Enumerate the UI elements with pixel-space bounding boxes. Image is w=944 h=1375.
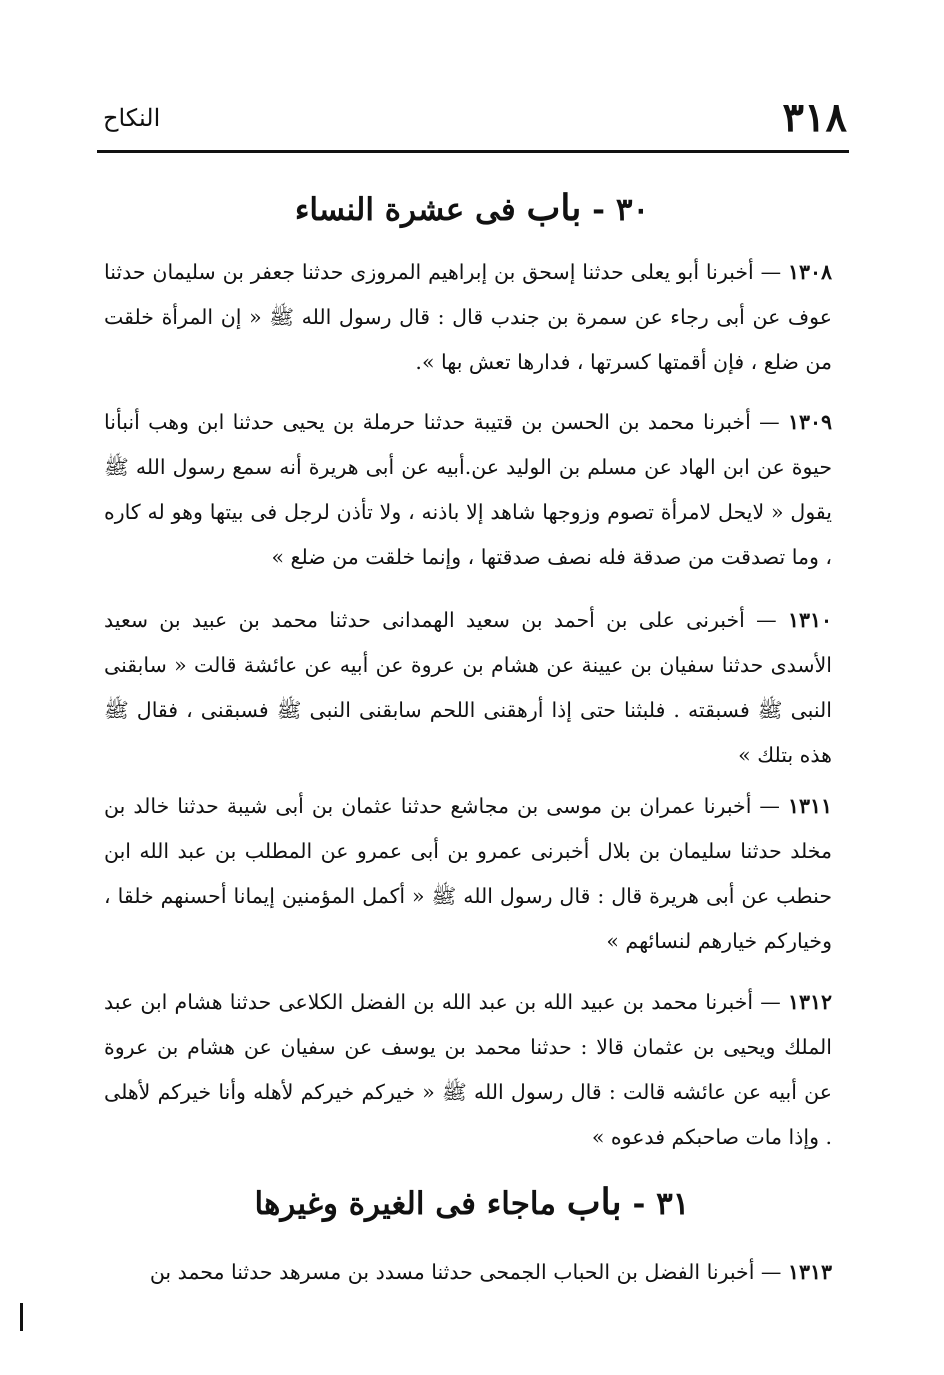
chapter-title: ماجاء فى الغيرة وغيرها (254, 1186, 556, 1222)
hadith-text: — أخبرنا محمد بن الحسن بن قتيبة حدثنا حرملة بن يحيى حدثنا ابن وهب أنبأنا حيوة عن ابن الهاد عن مسلم بن الوليد عن.أبيه عن أبى هريرة أنه سمع رسول الله ﷺ يقول « لايحل لامرأة تصوم وزوجها شاهد إلا باذنه ، ولا تأذن لرجل فى بيتها وهو له كاره ، وما تصدقت من صدقة فله نصف صدقتها ، وإنما خلقت من ضلع » (104, 410, 832, 569)
hadith-paragraph (104, 784, 832, 964)
hadith-text: — أخبرنا الفضل بن الحباب الجمحى حدثنا مسدد بن مسرهد حدثنا محمد بن (149, 1260, 782, 1284)
hadith-text: — أخبرنا محمد بن عبيد الله بن عبد الله بن الفضل الكلاعى حدثنا هشام ابن عبد الملك ويحيى بن عثمان قالا : حدثنا محمد بن يوسف عن سفيان عن هشام بن عروة عن أبيه عن عائشه قالت : قال رسول الله ﷺ « خيركم خيركم لأهله وأنا خيركم لأهلى . وإذا مات صاحبكم فدعوه » (104, 990, 832, 1149)
hadith-text: — أخبرنا عمران بن موسى بن مجاشع حدثنا عثمان بن أبى شيبة حدثنا خالد بن مخلد حدثنا سليمان بن بلال أخبرنى عمرو بن أبى عمرو عن المطلب بن عبد الله ابن حنطب عن أبى هريرة قال : قال رسول الله ﷺ « أكمل المؤمنين إيمانا أحسنهم خلقا ، وخياركم خيارهم لنسائهم » (104, 794, 832, 953)
hadith-text: — أخبرنى على بن أحمد بن سعيد الهمدانى حدثنا محمد بن عبيد بن سعيد الأسدى حدثنا سفيان بن عيينة عن هشام بن عروة عن أبيه عن عائشة قالت « سابقنى النبى ﷺ فسبقته . فلبثنا حتى إذا أرهقنى اللحم سابقنى النبى ﷺ فسبقنى ، فقال ﷺ هذه بتلك » (104, 608, 832, 767)
running-title: النكاح (103, 104, 161, 132)
hadith-number: ١٣١٢ (787, 990, 832, 1014)
hadith-number: ١٣٠٩ (787, 410, 832, 434)
chapter-heading-31 (100, 1180, 844, 1226)
hadith-number: ١٣١٣ (787, 1260, 832, 1284)
chapter-title: فى عشرة النساء (294, 192, 516, 228)
hadith-paragraph (104, 250, 832, 385)
hadith-paragraph (104, 598, 832, 778)
chapter-bab-label: باب (526, 187, 582, 229)
page-number: ٣١٨ (782, 94, 847, 141)
hadith-number: ١٣٠٨ (787, 260, 832, 284)
chapter-bab-label: باب (566, 1181, 622, 1223)
header-rule (97, 150, 849, 153)
chapter-heading-30 (100, 186, 844, 232)
hadith-paragraph (104, 400, 832, 580)
hadith-text: — أخبرنا أبو يعلى حدثنا إسحق بن إبراهيم المروزى حدثنا جعفر بن سليمان حدثنا عوف عن أبى رجاء عن سمرة بن جندب قال : قال رسول الله ﷺ « إن المرأة خلقت من ضلع ، فإن أقمتها كسرتها ، فدارها تعش بها ». (104, 260, 832, 374)
chapter-number: ٣٠ - (592, 192, 650, 228)
hadith-paragraph (104, 1250, 832, 1295)
page-header (97, 92, 847, 148)
hadith-number: ١٣١١ (787, 794, 832, 818)
hadith-paragraph (104, 980, 832, 1160)
margin-mark (20, 1303, 23, 1331)
chapter-number: ٣١ - (632, 1186, 690, 1222)
hadith-number: ١٣١٠ (787, 608, 832, 632)
